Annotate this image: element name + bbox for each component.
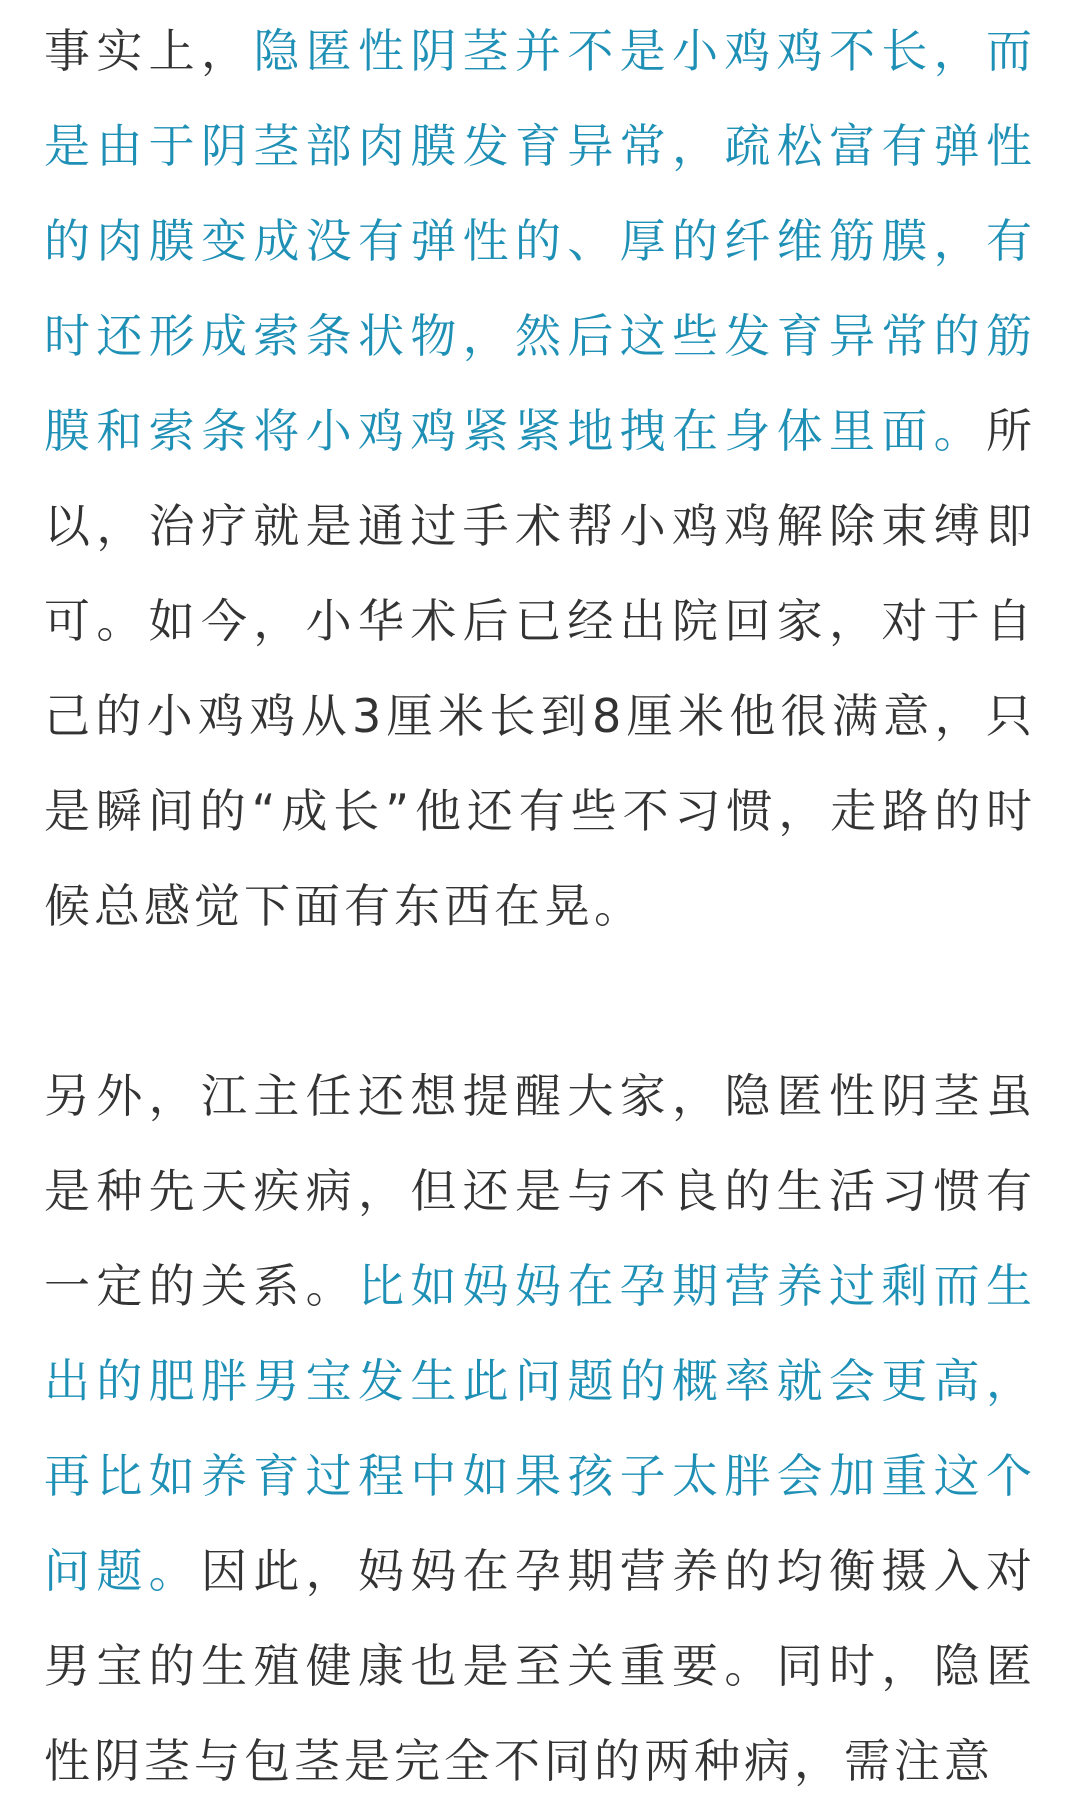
text-segment: 因此，妈妈在孕期营养的均衡摄入对男宝的生殖健康也是至关重要。同时，隐匿性阴茎与包茎是完全不同的两种病，需注意 bbox=[44, 1544, 1036, 1788]
highlighted-text-segment: 隐匿性阴茎并不是小鸡鸡不长，而是由于阴茎部肉膜发育异常，疏松富有弹性的肉膜变成没有弹性的、厚的纤维筋膜，有时还形成索条状物，然后这些发育异常的筋膜和索条将小鸡鸡紧紧地拽在身体里面。 bbox=[44, 24, 1037, 458]
paragraph-2 bbox=[44, 1049, 1036, 1809]
text-segment: 所以，治疗就是通过手术帮小鸡鸡解除束缚即可。如今，小华术后已经出院回家，对于自己的小鸡鸡从3厘米长到8厘米他很满意，只是瞬间的“成长”他还有些不习惯，走路的时候总感觉下面有东西在晃。 bbox=[44, 404, 1036, 933]
highlighted-text-segment: 比如妈妈在孕期营养过剩而生出的肥胖男宝发生此问题的概率就会更高，再比如养育过程中如果孩子太胖会加重这个问题。 bbox=[44, 1259, 1036, 1598]
text-segment: 事实上， bbox=[44, 24, 254, 78]
text-segment: 另外，江主任还想提醒大家，隐匿性阴茎虽是种先天疾病，但还是与不良的生活习惯有一定的关系。 bbox=[44, 1069, 1036, 1313]
paragraph-1 bbox=[44, 4, 1036, 954]
